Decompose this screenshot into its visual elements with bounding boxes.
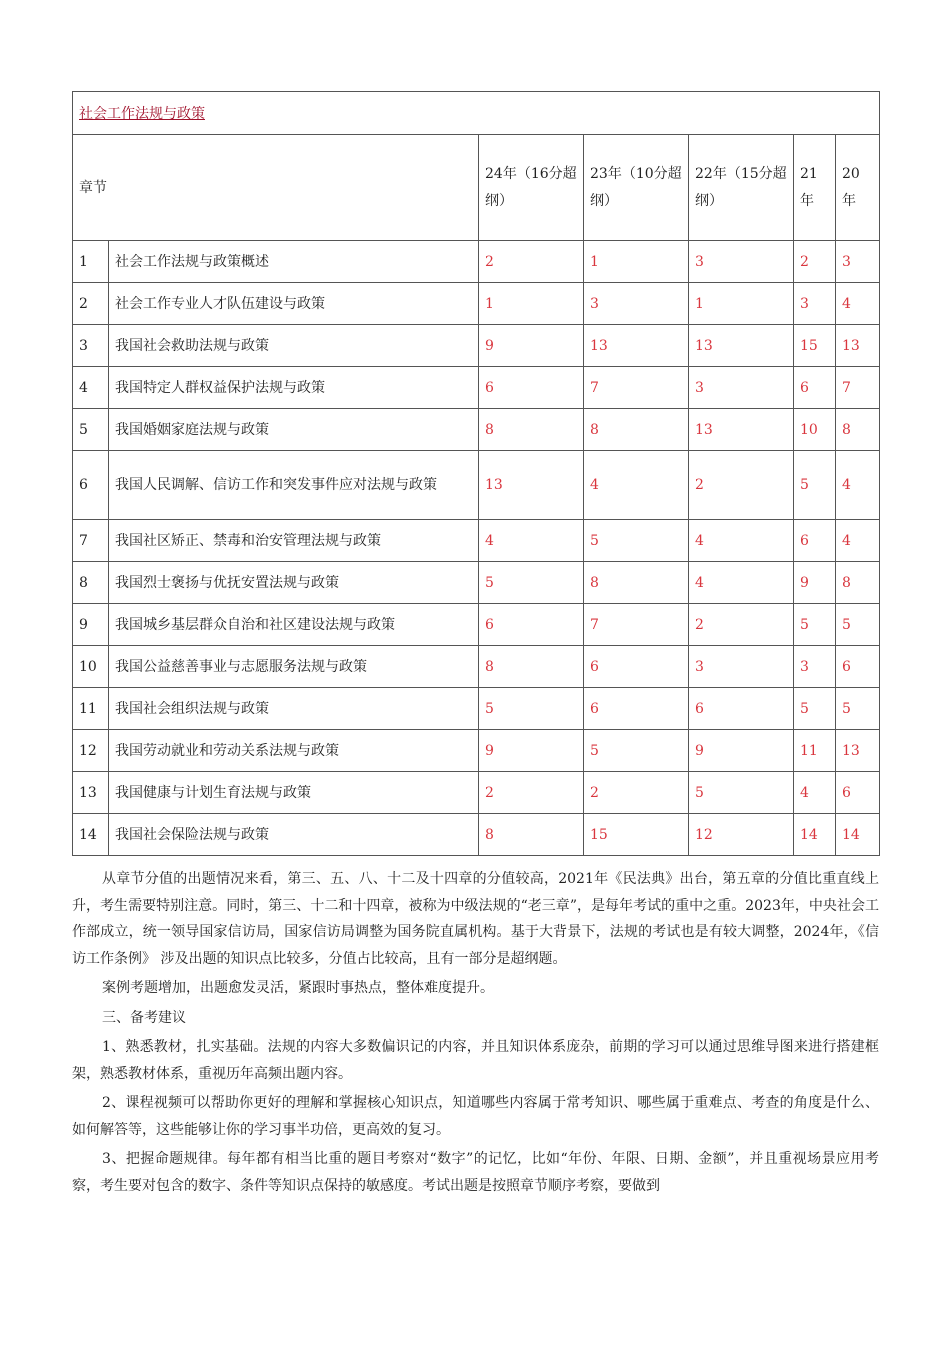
paragraph: 从章节分值的出题情况来看，第三、五、八、十二及十四章的分值较高，2021年《民法典》出台，第五章的分值比重直线上升，考生需要特别注意。同时，第三、十二和十四章，被称为中级法规的“老三章”，是每年考试的重中之重。2023年，中央社会工作部成立，统一领导国家信访局，国家信访局调整为国务院直属机构。基于大背景下，法规的考试也是有较大调整，2024年，《信访工作条例》 涉及出题的知识点比较多，分值占比较高，且有一部分是超纲题。 (72, 871, 879, 967)
chapter-number: 8 (73, 562, 109, 604)
score-cell: 3 (794, 283, 836, 325)
score-cell: 9 (794, 562, 836, 604)
score-cell: 13 (584, 325, 689, 367)
score-cell: 6 (479, 367, 584, 409)
year-header: 21年 (794, 135, 836, 241)
paragraph: 2、课程视频可以帮助你更好的理解和掌握核心知识点，知道哪些内容属于常考知识、哪些属于重难点、考查的角度是什么、如何解答等，这些能够让你的学习事半功倍，更高效的复习。 (72, 1095, 879, 1138)
chapter-number: 7 (73, 520, 109, 562)
score-cell: 8 (479, 814, 584, 856)
score-cell: 2 (479, 772, 584, 814)
body-text (72, 866, 879, 1202)
chapter-name: 我国城乡基层群众自治和社区建设法规与政策 (109, 604, 479, 646)
score-cell: 13 (836, 730, 880, 772)
score-cell: 5 (689, 772, 794, 814)
score-cell: 5 (794, 604, 836, 646)
score-cell: 10 (794, 409, 836, 451)
chapter-name: 我国婚姻家庭法规与政策 (109, 409, 479, 451)
chapter-number: 11 (73, 688, 109, 730)
score-cell: 8 (584, 562, 689, 604)
score-cell: 12 (689, 814, 794, 856)
paragraph: 3、把握命题规律。每年都有相当比重的题目考察对“数字”的记忆，比如“年份、年限、日期、金额”，并且重视场景应用考察，考生要对包含的数字、条件等知识点保持的敏感度。考试出题是按照章节顺序考察，要做到 (72, 1151, 879, 1194)
score-cell: 7 (584, 604, 689, 646)
score-cell: 8 (479, 646, 584, 688)
score-cell: 13 (836, 325, 880, 367)
score-cell: 6 (584, 688, 689, 730)
chapter-name: 社会工作法规与政策概述 (109, 241, 479, 283)
table-row (73, 814, 880, 856)
score-cell: 2 (584, 772, 689, 814)
score-cell: 5 (584, 730, 689, 772)
document-page (72, 91, 879, 856)
score-cell: 2 (689, 604, 794, 646)
year-header: 22年（15分超纲） (689, 135, 794, 241)
score-cell: 4 (584, 451, 689, 520)
score-cell: 6 (584, 646, 689, 688)
chapter-name: 我国社会救助法规与政策 (109, 325, 479, 367)
score-cell: 5 (479, 562, 584, 604)
score-cell: 7 (584, 367, 689, 409)
score-cell: 1 (584, 241, 689, 283)
score-cell: 5 (794, 451, 836, 520)
chapter-name: 我国公益慈善事业与志愿服务法规与政策 (109, 646, 479, 688)
year-header: 24年（16分超纲） (479, 135, 584, 241)
score-cell: 5 (794, 688, 836, 730)
year-header: 23年（10分超纲） (584, 135, 689, 241)
chapter-number: 1 (73, 241, 109, 283)
score-cell: 2 (794, 241, 836, 283)
table-row (73, 562, 880, 604)
score-cell: 9 (689, 730, 794, 772)
score-cell: 6 (836, 772, 880, 814)
score-cell: 8 (836, 562, 880, 604)
chapter-name: 我国烈士褒扬与优抚安置法规与政策 (109, 562, 479, 604)
score-cell: 3 (689, 646, 794, 688)
score-cell: 5 (836, 688, 880, 730)
score-cell: 4 (836, 520, 880, 562)
chapter-name: 社会工作专业人才队伍建设与政策 (109, 283, 479, 325)
score-cell: 13 (689, 325, 794, 367)
score-cell: 3 (584, 283, 689, 325)
chapter-name: 我国社区矫正、禁毒和治安管理法规与政策 (109, 520, 479, 562)
chapter-number: 13 (73, 772, 109, 814)
score-cell: 3 (689, 367, 794, 409)
table-row (73, 241, 880, 283)
table-title-link[interactable]: 社会工作法规与政策 (79, 106, 205, 122)
score-cell: 5 (479, 688, 584, 730)
chapter-name: 我国社会保险法规与政策 (109, 814, 479, 856)
score-cell: 2 (689, 451, 794, 520)
chapter-name: 我国特定人群权益保护法规与政策 (109, 367, 479, 409)
score-cell: 7 (836, 367, 880, 409)
score-cell: 9 (479, 730, 584, 772)
section-heading: 三、备考建议 (102, 1009, 186, 1026)
chapter-name: 我国劳动就业和劳动关系法规与政策 (109, 730, 479, 772)
chapter-name: 我国社会组织法规与政策 (109, 688, 479, 730)
score-cell: 8 (479, 409, 584, 451)
score-cell: 8 (584, 409, 689, 451)
table-row (73, 283, 880, 325)
score-cell: 8 (836, 409, 880, 451)
table-row (73, 688, 880, 730)
score-cell: 15 (794, 325, 836, 367)
score-cell: 4 (836, 451, 880, 520)
table-row (73, 367, 880, 409)
chapter-number: 2 (73, 283, 109, 325)
score-cell: 5 (836, 604, 880, 646)
chapter-number: 5 (73, 409, 109, 451)
score-cell: 6 (794, 520, 836, 562)
score-cell: 3 (836, 241, 880, 283)
score-cell: 13 (479, 451, 584, 520)
score-cell: 6 (794, 367, 836, 409)
table-row (73, 646, 880, 688)
score-cell: 4 (689, 520, 794, 562)
table-row (73, 325, 880, 367)
score-cell: 4 (794, 772, 836, 814)
score-cell: 11 (794, 730, 836, 772)
chapter-number: 3 (73, 325, 109, 367)
chapter-number: 4 (73, 367, 109, 409)
score-cell: 3 (794, 646, 836, 688)
table-title-cell (73, 92, 880, 135)
chapter-number: 12 (73, 730, 109, 772)
table-row (73, 772, 880, 814)
score-cell: 2 (479, 241, 584, 283)
table-row (73, 730, 880, 772)
chapter-number: 9 (73, 604, 109, 646)
year-header: 20年 (836, 135, 880, 241)
paragraph: 案例考题增加，出题愈发灵活，紧跟时事热点，整体难度提升。 (102, 980, 494, 996)
table-header-row (73, 135, 880, 241)
table-row (73, 604, 880, 646)
chapter-header: 章节 (73, 135, 479, 241)
chapter-number: 10 (73, 646, 109, 688)
chapter-name: 我国健康与计划生育法规与政策 (109, 772, 479, 814)
table-row (73, 451, 880, 520)
score-cell: 14 (836, 814, 880, 856)
score-cell: 4 (836, 283, 880, 325)
score-cell: 6 (479, 604, 584, 646)
score-cell: 6 (689, 688, 794, 730)
score-cell: 1 (689, 283, 794, 325)
paragraph: 1、熟悉教材，扎实基础。法规的内容大多数偏识记的内容，并且知识体系庞杂，前期的学习可以通过思维导图来进行搭建框架，熟悉教材体系，重视历年高频出题内容。 (72, 1039, 879, 1082)
score-cell: 4 (479, 520, 584, 562)
score-cell: 9 (479, 325, 584, 367)
table-body (73, 241, 880, 856)
score-cell: 4 (689, 562, 794, 604)
table-row (73, 409, 880, 451)
chapter-score-table (72, 91, 880, 856)
table-row (73, 520, 880, 562)
score-cell: 1 (479, 283, 584, 325)
chapter-number: 14 (73, 814, 109, 856)
score-cell: 3 (689, 241, 794, 283)
score-cell: 5 (584, 520, 689, 562)
score-cell: 13 (689, 409, 794, 451)
score-cell: 6 (836, 646, 880, 688)
score-cell: 14 (794, 814, 836, 856)
chapter-name: 我国人民调解、信访工作和突发事件应对法规与政策 (109, 451, 479, 520)
score-cell: 15 (584, 814, 689, 856)
chapter-number: 6 (73, 451, 109, 520)
